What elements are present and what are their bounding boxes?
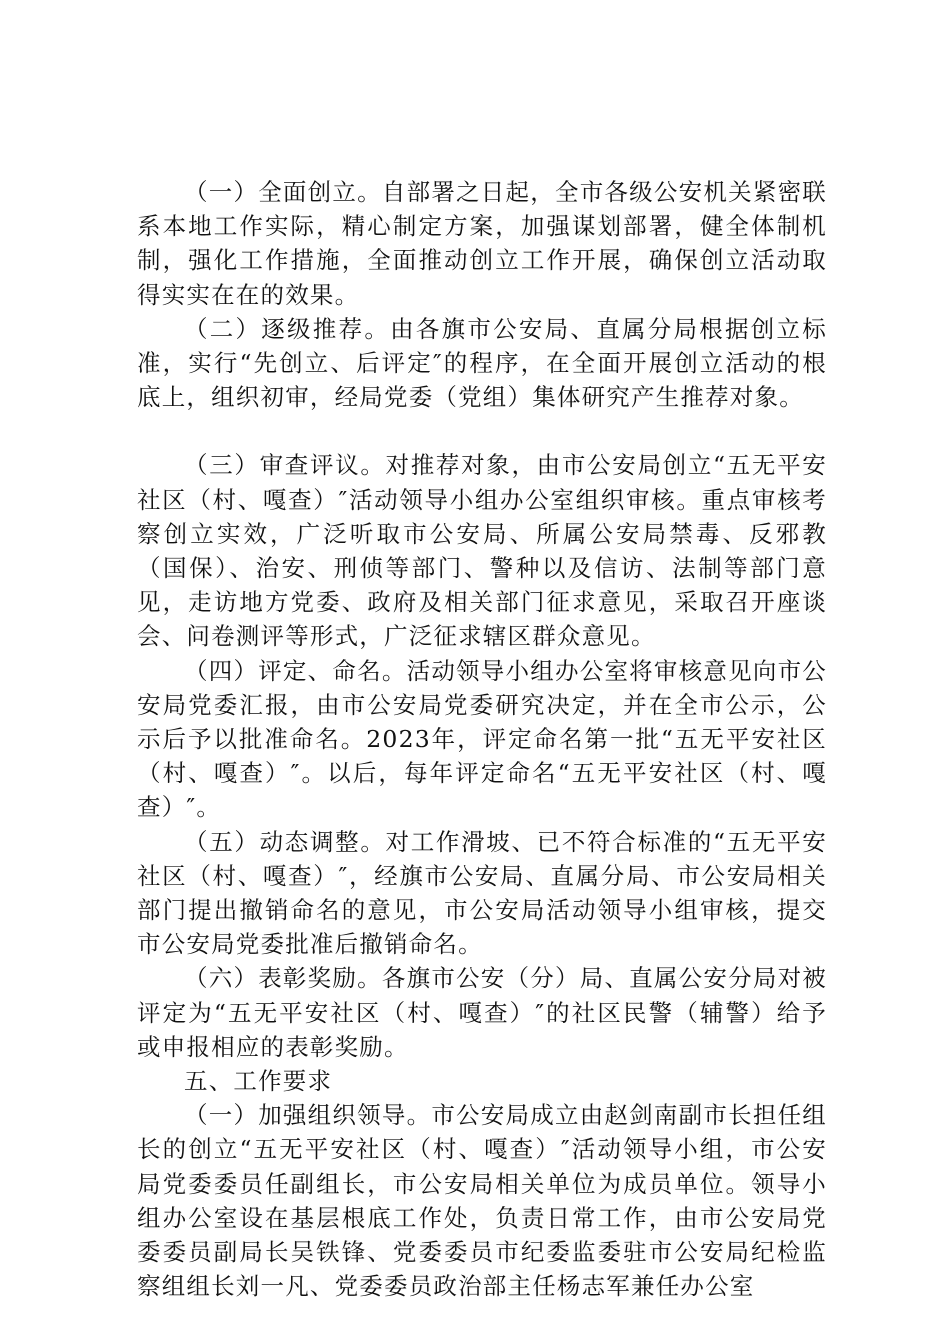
paragraph-review: （三）审查评议。对推荐对象，由市公安局创立“五无平安社区（村、嘎查）″活动领导小组办公室组织审核。重点审核考察创立实效，广泛听取市公安局、所属公安局禁毒、反邪教（国保）、治安、刑侦等部门、警种以及信访、法制等部门意见，走访地方党委、政府及相关部门征求意见，采取召开座谈会、问卷测评等形式，广泛征求辖区群众意见。 (137, 451, 827, 651)
paragraph-organization-leadership: （一）加强组织领导。市公安局成立由赵剑南副市长担任组长的创立“五无平安社区（村、嘎查）″活动领导小组，市公安局党委委员任副组长，市公安局相关单位为成员单位。领导小组办公室设在基层根底工作处，负责日常工作，由市公安局党委委员副局长吴铁锋、党委委员市纪委监委驻市公安局纪检监察组组长刘一凡、党委委员政治部主任杨志军兼任办公室 (137, 1101, 827, 1301)
paragraph-naming: （四）评定、命名。活动领导小组办公室将审核意见向市公安局党委汇报，由市公安局党委研究决定，并在全市公示，公示后予以批准命名。2023年，评定命名第一批“五无平安社区（村、嘎查）″。以后，每年评定命名“五无平安社区（村、嘎查）″。 (137, 656, 827, 822)
paragraph-recommendation: （二）逐级推荐。由各旗市公安局、直属分局根据创立标准，实行“先创立、后评定″的程序，在全面开展创立活动的根底上，组织初审，经局党委（党组）集体研究产生推荐对象。 (137, 314, 827, 412)
paragraph-dynamic-adjustment: （五）动态调整。对工作滑坡、已不符合标准的“五无平安社区（村、嘎查）″，经旗市公安局、直属分局、市公安局相关部门提出撤销命名的意见，市公安局活动领导小组审核，提交市公安局党委批准后撤销命名。 (137, 827, 827, 959)
paragraph-comprehensive-creation: （一）全面创立。自部署之日起，全市各级公安机关紧密联系本地工作实际，精心制定方案，加强谋划部署，健全体制机制，强化工作措施，全面推动创立工作开展，确保创立活动取得实实在在的效果。 (137, 178, 827, 309)
section-heading-work-requirements: 五、工作要求 (184, 1067, 333, 1096)
paragraph-commendation: （六）表彰奖励。各旗市公安（分）局、直属公安分局对被评定为“五无平安社区（村、嘎查）″的社区民警（辅警）给予或申报相应的表彰奖励。 (137, 964, 827, 1061)
document-page (137, 175, 827, 1304)
